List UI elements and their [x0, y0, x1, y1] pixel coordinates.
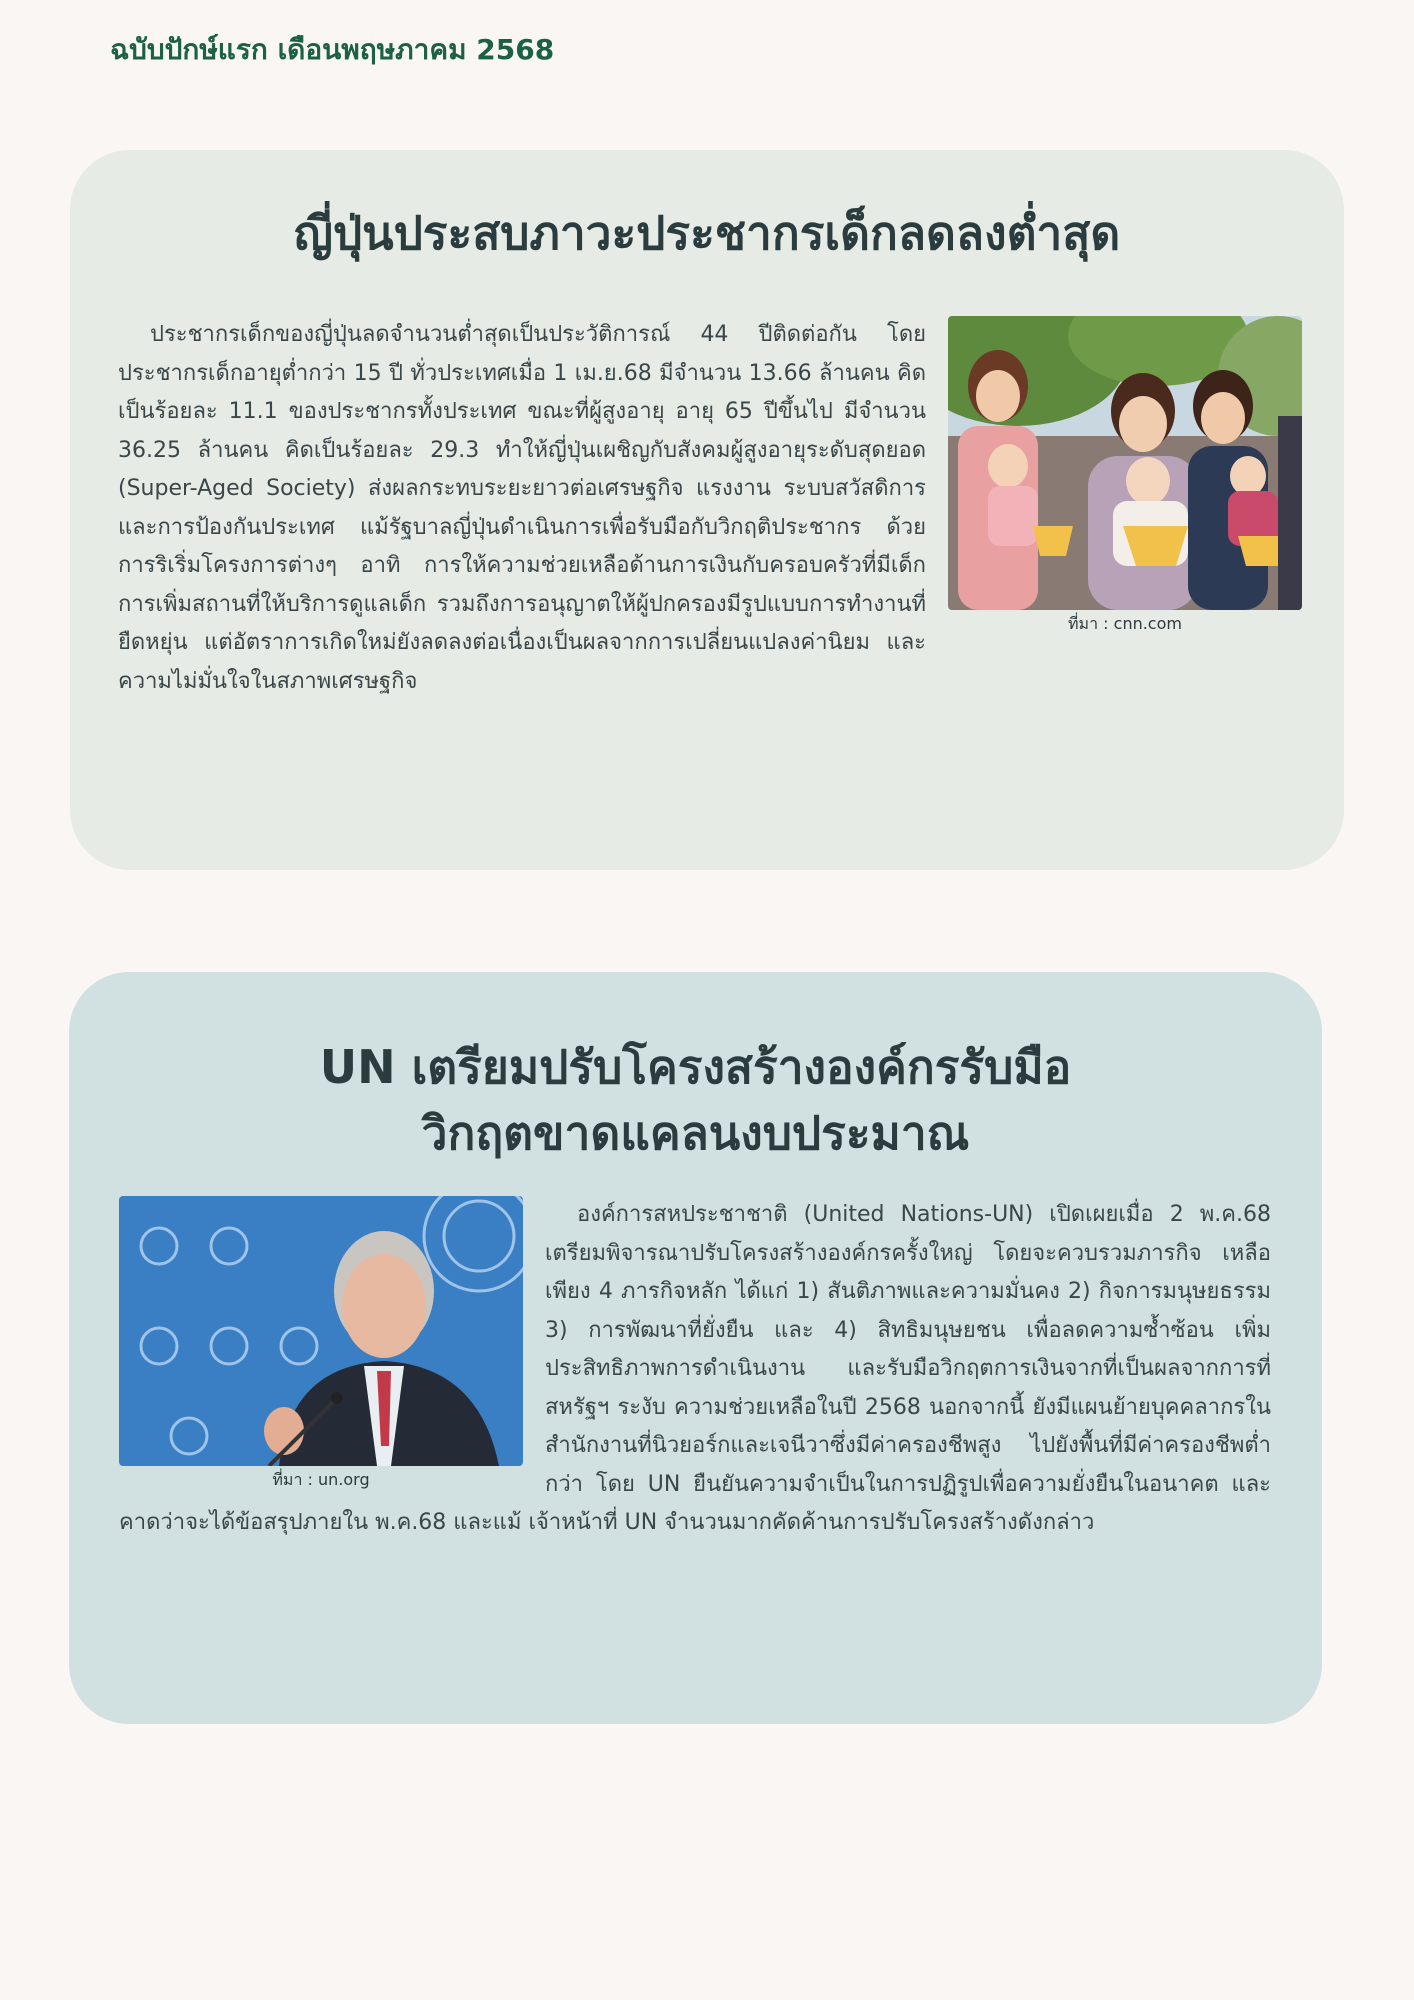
photo-un-speaker: [119, 1196, 523, 1466]
article-figure: [119, 1196, 523, 1502]
article-title: ญี่ปุ่นประสบภาวะประชากรเด็กลดลงต่ำสุด: [293, 206, 1121, 260]
article-figure: [948, 316, 1302, 646]
edition-header: ฉบับปักษ์แรก เดือนพฤษภาคม 2568: [110, 33, 555, 66]
image-caption: ที่มา : un.org: [272, 1470, 370, 1489]
article-body-text: ประชากรเด็กของญี่ปุ่นลดจำนวนต่ำสุดเป็นประวัติการณ์ 44 ปีติดต่อกัน โดยประชากรเด็กอายุต่ำกว่า 15 ปี ทั่วประเทศเมื่อ 1 เม.ย.68 มีจำนวน 13.66 ล้านคน คิดเป็นร้อยละ 11.1 ของประชากรทั้งประเทศ ขณะที่ผู้สูงอายุ อายุ 65 ปีขึ้นไป มีจำนวน 36.25 ล้านคน คิดเป็นร้อยละ 29.3 ทำให้ญี่ปุ่นเผชิญกับสังคมผู้สูงอายุระดับสุดยอด (Super-Aged Society) ส่งผลกระทบระยะยาวต่อเศรษฐกิจ แรงงาน ระบบสวัสดิการและการป้องกันประเทศ แม้รัฐบาลญี่ปุ่นดำเนินการเพื่อรับมือกับวิกฤติประชากร ด้วยการริเริ่มโครงการต่างๆ อาทิ การให้ความช่วยเหลือด้านการเงินกับครอบครัวที่มีเด็ก การเพิ่มสถานที่ให้บริการดูแลเด็ก รวมถึงการอนุญาตให้ผู้ปกครองมีรูปแบบการทำงานที่ยืดหยุ่น แต่อัตราการเกิดใหม่ยังลดลงต่อเนื่องเป็นผลจากการเปลี่ยนแปลงค่านิยม และความไม่มั่นใจในสภาพเศรษฐกิจ: [118, 322, 926, 694]
article-card-un: [69, 972, 1322, 1724]
article-title: [69, 1034, 1322, 1166]
article-card-japan: [70, 150, 1344, 870]
article-title-line2: วิกฤตขาดแคลนงบประมาณ: [421, 1106, 970, 1160]
image-caption: ที่มา : cnn.com: [1068, 614, 1182, 633]
article-title-line1: UN เตรียมปรับโครงสร้างองค์กรรับมือ: [319, 1040, 1072, 1094]
article-body: [119, 1196, 1271, 1543]
article-body-text: องค์การสหประชาชาติ (United Nations-UN) เปิดเผยเมื่อ 2 พ.ค.68 เตรียมพิจารณาปรับโครงสร้างองค์กรครั้งใหญ่ โดยจะควบรวมภารกิจ เหลือเพียง 4 ภารกิจหลัก ได้แก่ 1) สันติภาพและความมั่นคง 2) กิจการมนุษยธรรม 3) การพัฒนาที่ยั่งยืน และ 4) สิทธิมนุษยชน เพื่อลดความซ้ำซ้อน เพิ่มประสิทธิภาพการดำเนินงาน และรับมือวิกฤตการเงินจากที่เป็นผลจากการที่สหรัฐฯ ระงับ ความช่วยเหลือในปี 2568 นอกจากนี้ ยังมีแผนย้ายบุคคลากรในสำนักงานที่นิวยอร์กและเจนีวาซึ่งมีค่าครองชีพสูง ไปยังพื้นที่มีค่าครองชีพต่ำกว่า โดย UN ยืนยันความจำเป็นในการปฏิรูปเพื่อความยั่งยืนในอนาคต และคาดว่าจะได้ข้อสรุปภายใน พ.ค.68 และแม้ เจ้าหน้าที่ UN จำนวนมากคัดค้านการปรับโครงสร้างดังกล่าว: [119, 1202, 1271, 1535]
photo-mothers-babies: [948, 316, 1302, 610]
article-body: [118, 316, 1302, 701]
